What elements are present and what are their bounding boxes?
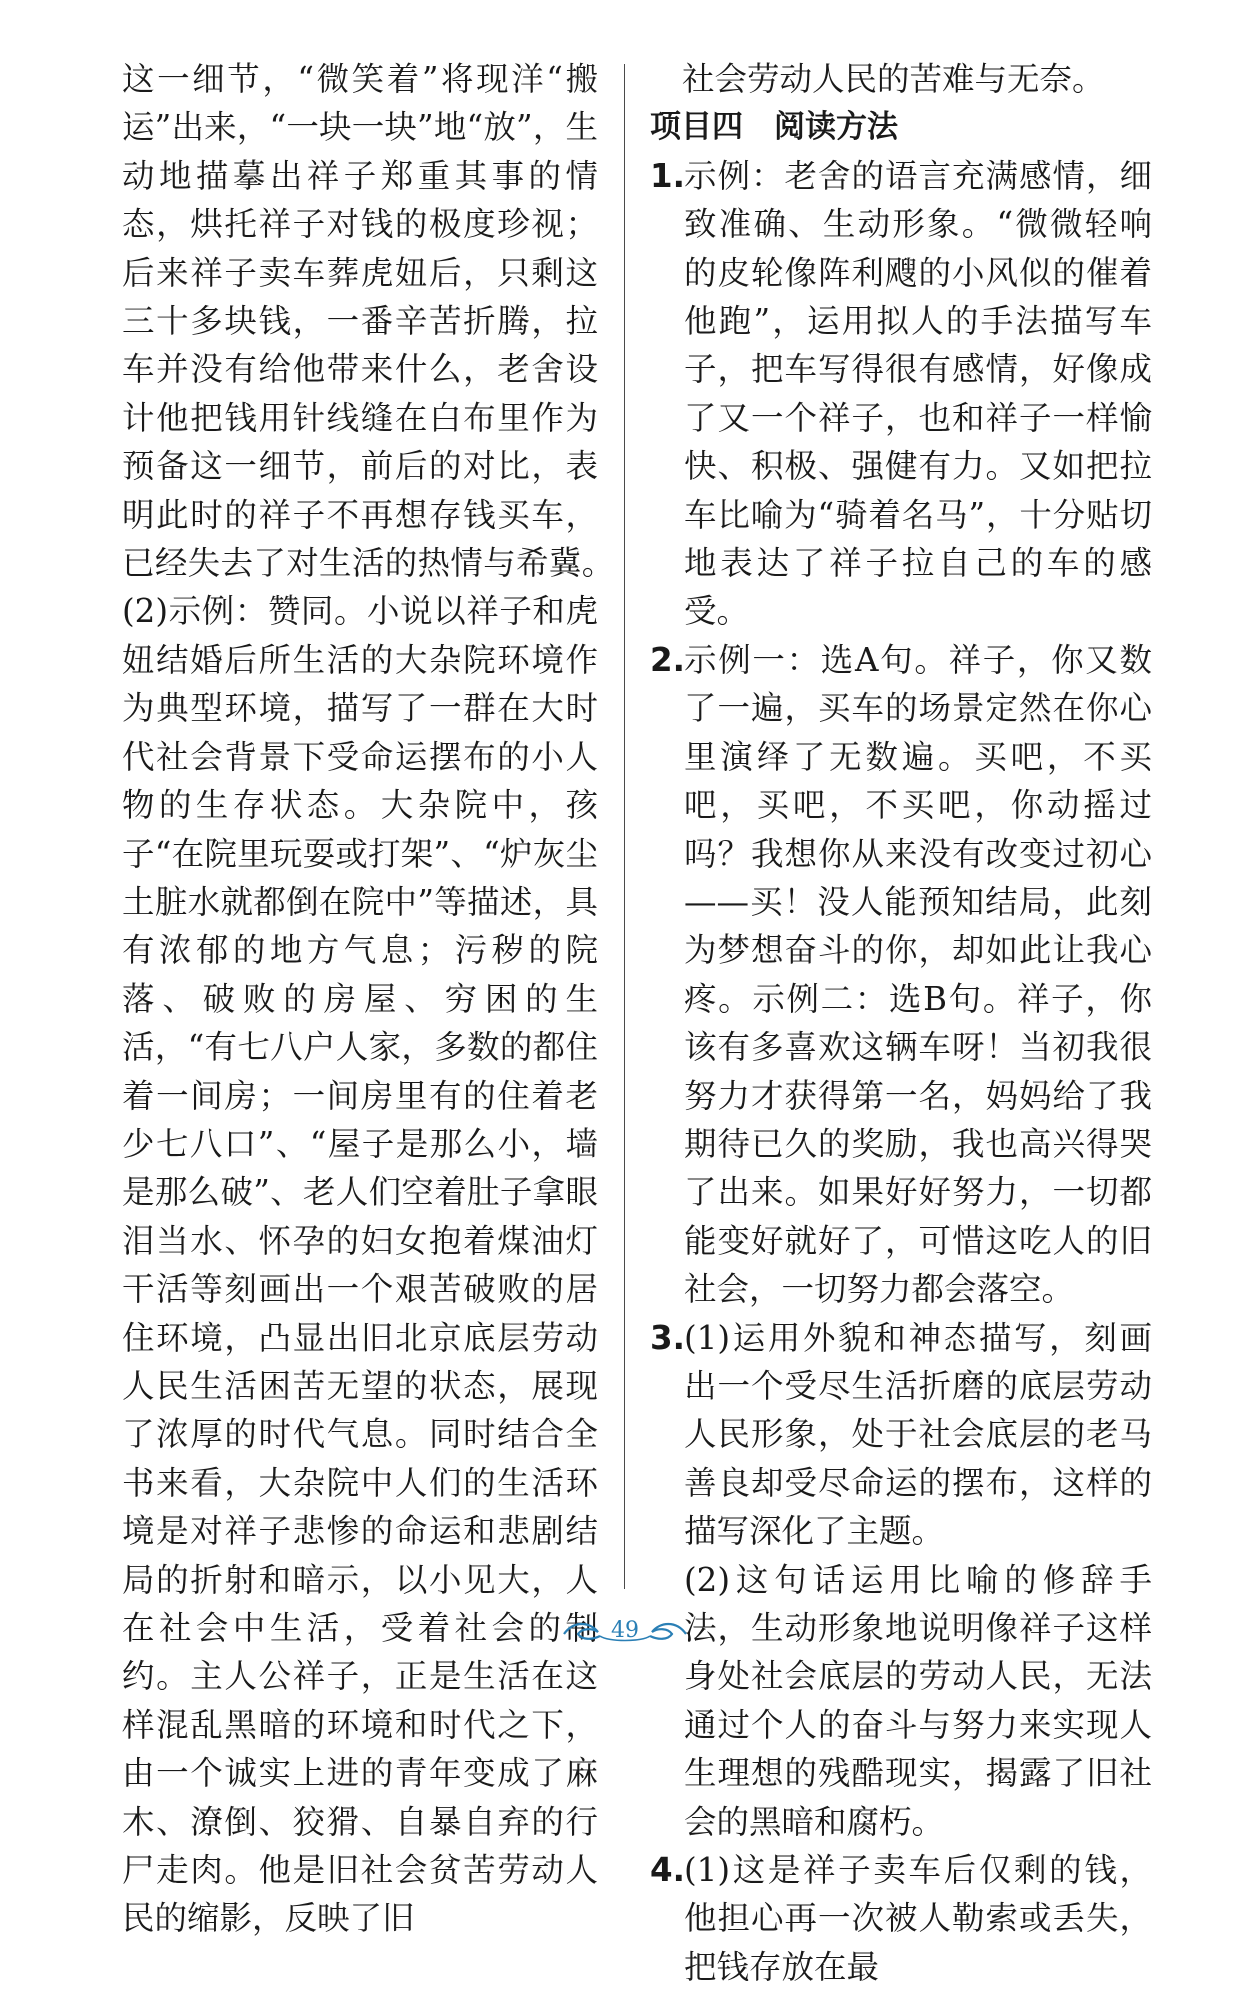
answer-item-2 [650,636,1152,1314]
answer-item-4 [650,1846,1152,1991]
left-column-text: 这一细节，“微笑着”将现洋“搬运”出来，“一块一块”地“放”，生动地描摹出祥子郑重其事的情态，烘托祥子对钱的极度珍视；后来祥子卖车葬虎妞后，只剩这三十多块钱，一番辛苦折腾，拉车并没有给他带来什么，老舍设计他把钱用针线缝在白布里作为预备这一细节，前后的对比，表明此时的祥子不再想存钱买车，已经失去了对生活的热情与希冀。 (2)示例：赞同。小说以祥子和虎妞结婚后所生活的大杂院环境作为典型环境，描写了一群在大时代社会背景下受命运摆布的小人物的生存状态。大杂院中，孩子“在院里玩耍或打架”、“炉灰尘土脏水就都倒在院中”等描述，具有浓郁的地方气息；污秽的院落、破败的房屋、穷困的生活，“有七八户人家，多数的都住着一间房；一间房里有的住着老少七八口”、“屋子是那么小，墙是那么破”、老人们空着肚子拿眼泪当水、怀孕的妇女抱着煤油灯干活等刻画出一个艰苦破败的居住环境，凸显出旧北京底层劳动人民生活困苦无望的状态，展现了浓厚的时代气息。同时结合全书来看，大杂院中人们的生活环境是对祥子悲惨的命运和悲剧结局的折射和暗示，以小见大，人在社会中生活，受着社会的制约。主人公祥子，正是生活在这样混乱黑暗的环境和时代之下，由一个诚实上进的青年变成了麻木、潦倒、狡猾、自暴自弃的行尸走肉。他是旧社会贫苦劳动人民的缩影，反映了旧 [122,60,631,1938]
continuation-text: 社会劳动人民的苦难与无奈。 [682,60,1105,98]
answer-item-3 [650,1314,1152,1556]
page-footer [560,1612,690,1652]
answer-item-1 [650,152,1152,636]
item-text: (1)这是祥子卖车后仅剩的钱，他担心再一次被人勒索或丢失，把钱存放在最 [684,1851,1152,1986]
answer-item-3-sub: (2)这句话运用比喻的修辞手法，生动形象地说明像祥子这样身处社会底层的劳动人民，无法通过个人的奋斗与努力来实现人生理想的残酷现实，揭露了旧社会的黑暗和腐朽。 [684,1560,1152,1841]
item-number: 2. [650,640,685,679]
item-number: 3. [650,1318,685,1357]
page-number: 49 [611,1618,639,1643]
item-number: 1. [650,156,685,195]
column-divider [624,64,625,1589]
section-title: 项目四 阅读方法 [650,109,898,146]
item-text: 示例一：选A句。祥子，你又数了一遍，买车的场景定然在你心里演绎了无数遍。买吧，不买吧，买吧，不买吧，你动摇过吗？我想你从来没有改变过初心——买！没人能预知结局，此刻为梦想奋斗的你，却如此让我心疼。示例二：选B句。祥子，你该有多喜欢这辆车呀！当初我很努力才获得第一名，妈妈给了我期待已久的奖励，我也高兴得哭了出来。如果好好努力，一切都能变好就好了，可惜这吃人的旧社会，一切努力都会落空。 [684,640,1152,1309]
item-number: 4. [650,1851,685,1890]
item-text: 示例：老舍的语言充满感情，细致准确、生动形象。“微微轻响的皮轮像阵利飕的小风似的催着他跑”，运用拟人的手法描写车子，把车写得很有感情，好像成了又一个祥子，也和祥子一样愉快、积极、强健有力。又如把拉车比喻为“骑着名马”，十分贴切地表达了祥子拉自己的车的感受。 [684,156,1152,631]
right-column [650,55,1152,1991]
item-text: (1)运用外貌和神态描写，刻画出一个受尽生活折磨的底层劳动人民形象，处于社会底层的老马善良却受尽命运的摆布，这样的描写深化了主题。 [684,1318,1152,1551]
